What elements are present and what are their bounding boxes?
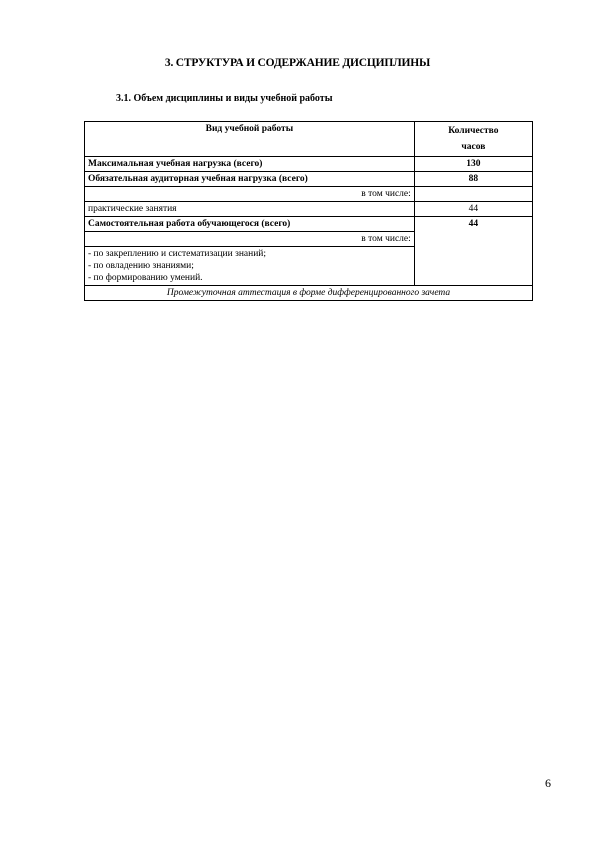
mandatory-load-label: Обязательная аудиторная учебная нагрузка (всего) bbox=[85, 172, 415, 187]
table-row bbox=[85, 157, 533, 172]
attestation-cell: Промежуточная аттестация в форме дифференцированного зачета bbox=[85, 286, 533, 301]
independent-item: - по закреплению и систематизации знаний; bbox=[88, 249, 267, 259]
table-row bbox=[85, 187, 533, 202]
independent-item: - по формированию умений. bbox=[88, 273, 203, 283]
table-header-row bbox=[85, 122, 533, 157]
mandatory-load-value: 88 bbox=[414, 172, 532, 187]
independent-value: 44 bbox=[414, 217, 532, 286]
header-hours-cell bbox=[414, 122, 532, 157]
subsection-title: 3.1. Объем дисциплины и виды учебной работы bbox=[116, 93, 333, 104]
independent-items-cell bbox=[85, 247, 415, 286]
header-type-cell: Вид учебной работы bbox=[85, 122, 415, 157]
max-load-label: Максимальная учебная нагрузка (всего) bbox=[85, 157, 415, 172]
section-title: 3. СТРУКТУРА И СОДЕРЖАНИЕ ДИСЦИПЛИНЫ bbox=[164, 57, 431, 69]
header-hours-line2: часов bbox=[461, 142, 486, 152]
practical-label: практические занятия bbox=[85, 202, 415, 217]
table-row bbox=[85, 172, 533, 187]
header-hours-line1: Количество bbox=[448, 126, 499, 136]
table-row bbox=[85, 202, 533, 217]
table-row bbox=[85, 286, 533, 301]
practical-value: 44 bbox=[414, 202, 532, 217]
including-label: в том числе: bbox=[85, 187, 415, 202]
independent-including-label: в том числе: bbox=[85, 232, 415, 247]
max-load-value: 130 bbox=[414, 157, 532, 172]
independent-item: - по овладению знаниями; bbox=[88, 261, 194, 271]
page-number: 6 bbox=[545, 776, 551, 790]
including-value-empty bbox=[414, 187, 532, 202]
table-row bbox=[85, 217, 533, 232]
workload-table bbox=[84, 121, 533, 301]
independent-label: Самостоятельная работа обучающегося (всего) bbox=[85, 217, 415, 232]
